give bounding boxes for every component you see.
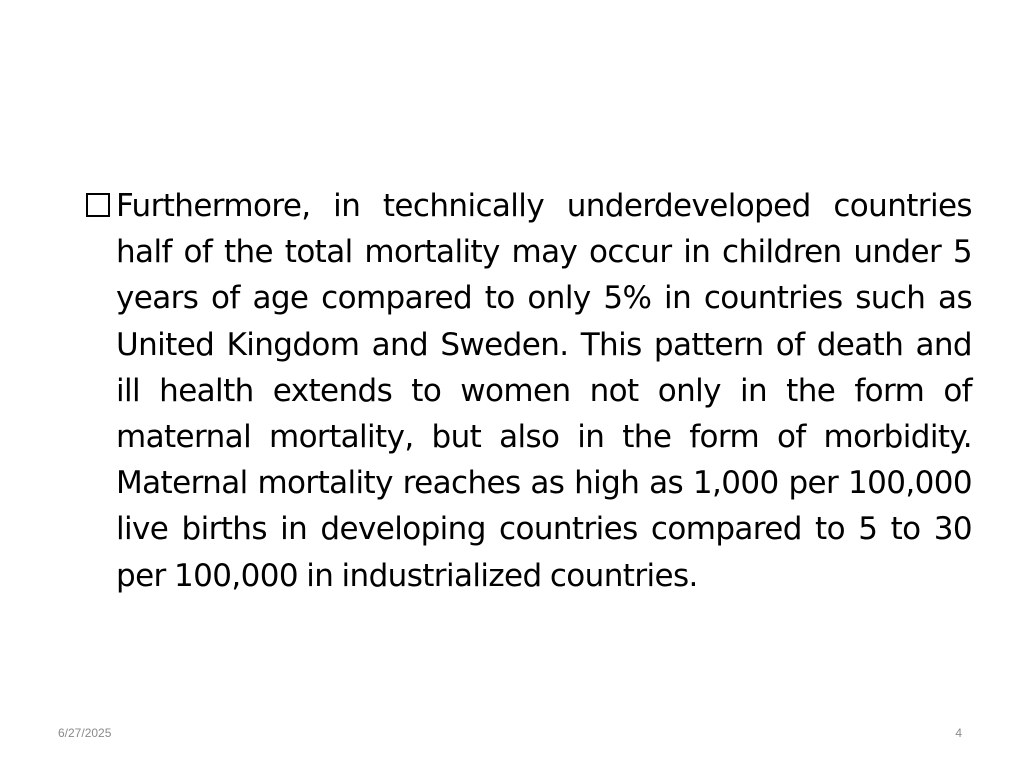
footer-page-number: 4 <box>955 726 962 740</box>
slide-content <box>84 183 972 599</box>
square-bullet-icon <box>86 193 110 217</box>
footer-date: 6/27/2025 <box>58 726 112 740</box>
bullet-text: Furthermore, in technically underdeveloped countries half of the total mortality may occur in children under 5 years of age compared to only 5% in countries such as United Kingdom and Sweden. This pattern of death and ill health extends to women not only in the form of maternal mortality, but also in the form of morbidity. Maternal mortality reaches as high as 1,000 per 100,000 live births in developing countries compared to 5 to 30 per 100,000 in industrialized countries. <box>116 188 972 594</box>
bullet-paragraph <box>84 183 972 599</box>
